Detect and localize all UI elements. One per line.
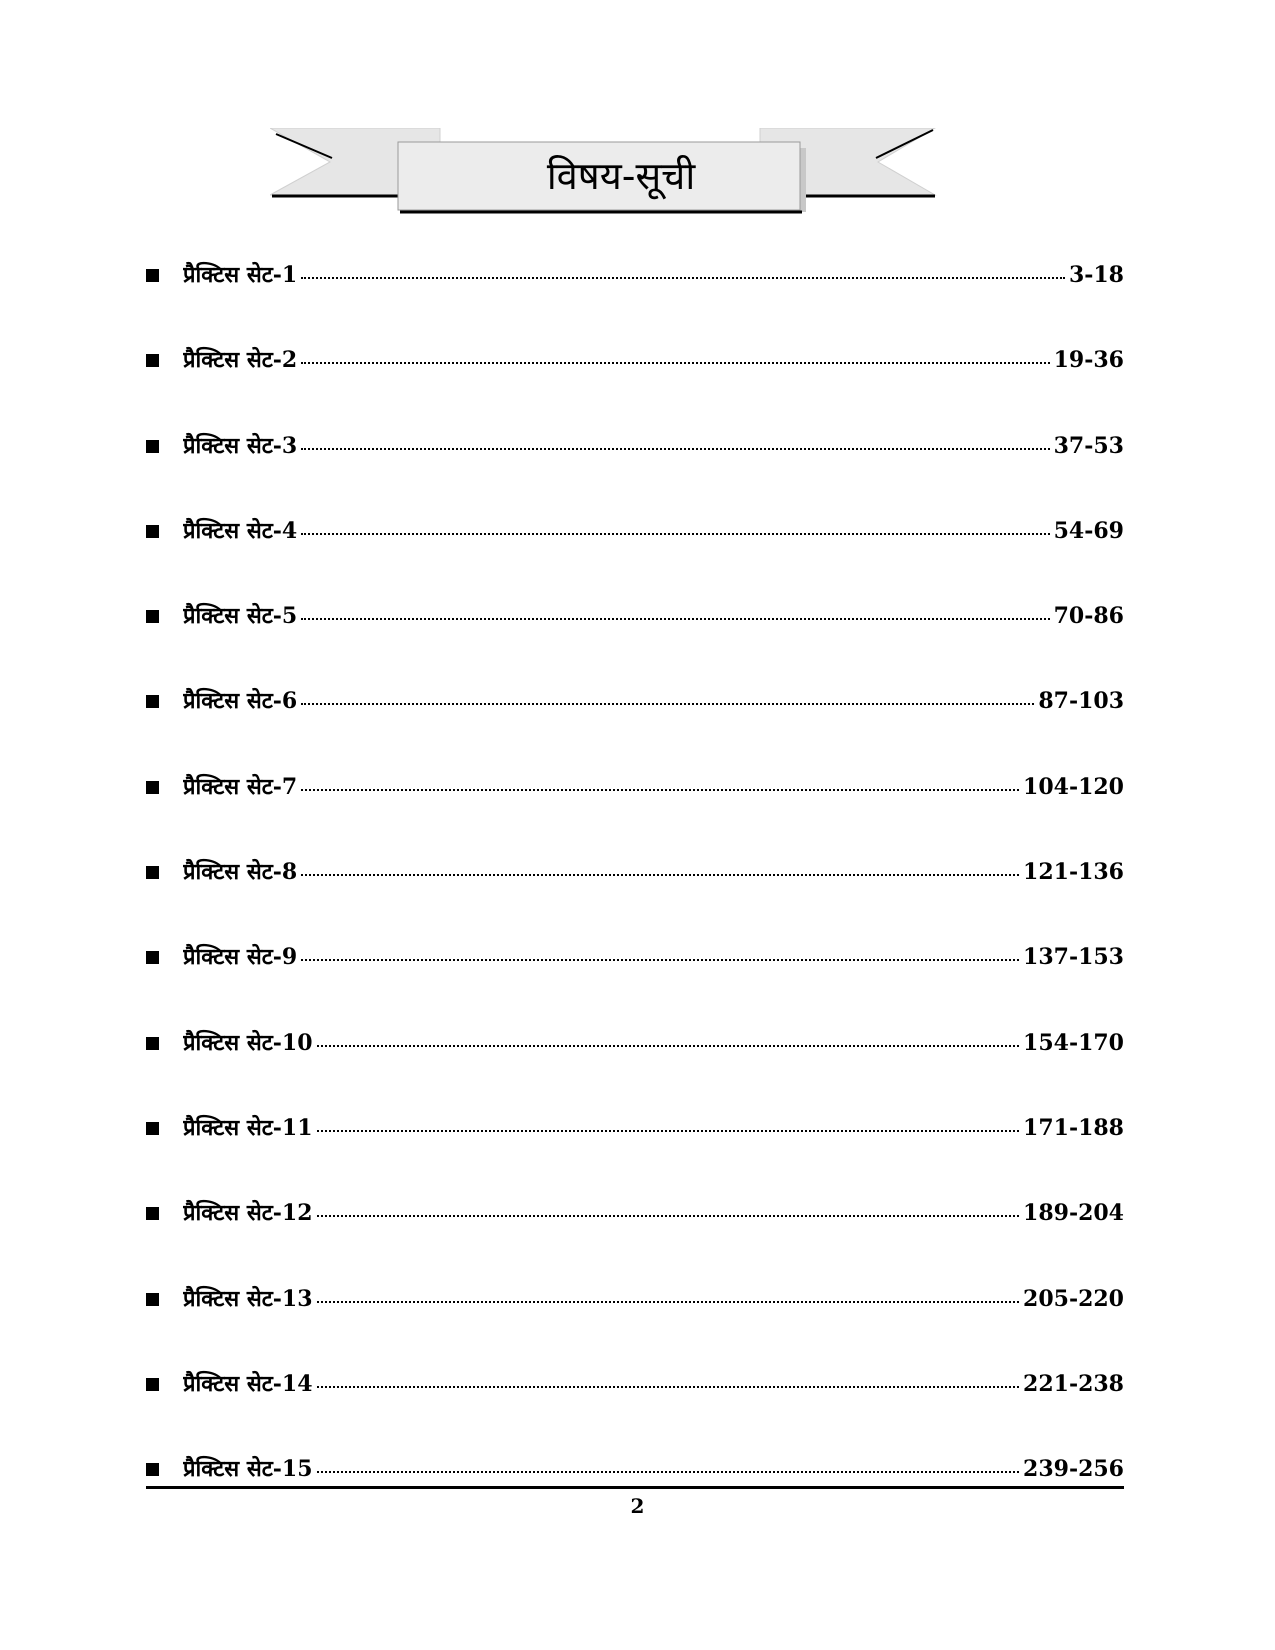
toc-entry-pages: 171-188 bbox=[1023, 1114, 1124, 1141]
toc-entry-line bbox=[183, 770, 1124, 804]
dot-leader bbox=[301, 617, 1049, 620]
toc-entry-line bbox=[183, 1196, 1124, 1230]
dot-leader bbox=[301, 958, 1019, 961]
toc-entry-line bbox=[183, 343, 1124, 377]
toc-entry-label: प्रैक्टिस सेट-14 bbox=[183, 1370, 313, 1397]
toc-entry-line bbox=[183, 258, 1124, 292]
toc-entry-label: प्रैक्टिस सेट-13 bbox=[183, 1285, 313, 1312]
toc-entry[interactable] bbox=[146, 855, 1124, 940]
square-bullet-icon bbox=[146, 1293, 159, 1306]
toc-entry-line bbox=[183, 429, 1124, 463]
dot-leader bbox=[301, 276, 1065, 279]
toc-entry-label: प्रैक्टिस सेट-2 bbox=[183, 347, 298, 374]
toc-entry-pages: 87-103 bbox=[1038, 688, 1124, 715]
toc-entry[interactable] bbox=[146, 343, 1124, 428]
square-bullet-icon bbox=[146, 1122, 159, 1135]
toc-entry-pages: 239-256 bbox=[1023, 1456, 1124, 1483]
dot-leader bbox=[301, 447, 1049, 450]
toc-entry-line bbox=[183, 1111, 1124, 1145]
dot-leader bbox=[301, 702, 1034, 705]
square-bullet-icon bbox=[146, 866, 159, 879]
toc-entry-pages: 70-86 bbox=[1053, 603, 1124, 630]
toc-entry-pages: 221-238 bbox=[1023, 1370, 1124, 1397]
toc-entry-label: प्रैक्टिस सेट-15 bbox=[183, 1456, 313, 1483]
toc-entry-pages: 121-136 bbox=[1023, 859, 1124, 886]
toc-entry[interactable] bbox=[146, 1367, 1124, 1452]
dot-leader bbox=[301, 532, 1049, 535]
title-banner bbox=[270, 128, 990, 228]
toc-entry-label: प्रैक्टिस सेट-8 bbox=[183, 859, 298, 886]
square-bullet-icon bbox=[146, 695, 159, 708]
toc-entry-pages: 205-220 bbox=[1023, 1285, 1124, 1312]
toc-entry-label: प्रैक्टिस सेट-1 bbox=[183, 262, 298, 288]
toc-entry-pages: 3-18 bbox=[1068, 262, 1124, 288]
toc-entry-label: प्रैक्टिस सेट-4 bbox=[183, 517, 298, 544]
toc-entry-label: प्रैक्टिस सेट-11 bbox=[183, 1114, 313, 1141]
square-bullet-icon bbox=[146, 440, 159, 453]
square-bullet-icon bbox=[146, 525, 159, 538]
toc-entry-label: प्रैक्टिस सेट-9 bbox=[183, 944, 298, 971]
square-bullet-icon bbox=[146, 610, 159, 623]
square-bullet-icon bbox=[146, 269, 159, 282]
dot-leader bbox=[317, 1129, 1019, 1132]
toc-entry-line bbox=[183, 1367, 1124, 1401]
toc-entry-line bbox=[183, 940, 1124, 974]
toc-entry-label: प्रैक्टिस सेट-12 bbox=[183, 1200, 313, 1227]
page-number: 2 bbox=[630, 1494, 645, 1518]
toc-entry-pages: 54-69 bbox=[1053, 517, 1124, 544]
toc-entry[interactable] bbox=[146, 1111, 1124, 1196]
toc-entry[interactable] bbox=[146, 1196, 1124, 1281]
toc-entry-pages: 19-36 bbox=[1053, 347, 1124, 374]
dot-leader bbox=[317, 1385, 1019, 1388]
toc-entry[interactable] bbox=[146, 429, 1124, 514]
square-bullet-icon bbox=[146, 951, 159, 964]
toc-entry[interactable] bbox=[146, 770, 1124, 855]
toc-entry-line bbox=[183, 684, 1124, 718]
toc-entry-line bbox=[183, 514, 1124, 548]
toc-entry-pages: 154-170 bbox=[1023, 1029, 1124, 1056]
toc-entry-line bbox=[183, 599, 1124, 633]
square-bullet-icon bbox=[146, 781, 159, 794]
dot-leader bbox=[301, 361, 1049, 364]
toc-entry-pages: 137-153 bbox=[1023, 944, 1124, 971]
toc-entry-label: प्रैक्टिस सेट-10 bbox=[183, 1029, 313, 1056]
toc-entry-line bbox=[183, 855, 1124, 889]
toc-entry[interactable] bbox=[146, 1026, 1124, 1111]
dot-leader bbox=[301, 873, 1019, 876]
toc-entry-line bbox=[183, 1282, 1124, 1316]
toc-entry-label: प्रैक्टिस सेट-3 bbox=[183, 432, 298, 459]
toc-entry-pages: 189-204 bbox=[1023, 1200, 1124, 1227]
dot-leader bbox=[317, 1214, 1019, 1217]
toc-entry-label: प्रैक्टिस सेट-7 bbox=[183, 773, 298, 800]
table-of-contents bbox=[146, 258, 1124, 1537]
square-bullet-icon bbox=[146, 354, 159, 367]
toc-entry-pages: 104-120 bbox=[1023, 773, 1124, 800]
page-title: विषय-सूची bbox=[546, 154, 696, 198]
dot-leader bbox=[301, 788, 1019, 791]
square-bullet-icon bbox=[146, 1463, 159, 1476]
toc-entry[interactable] bbox=[146, 684, 1124, 769]
dot-leader bbox=[317, 1470, 1019, 1473]
square-bullet-icon bbox=[146, 1378, 159, 1391]
toc-entry-label: प्रैक्टिस सेट-5 bbox=[183, 603, 298, 630]
toc-entry[interactable] bbox=[146, 599, 1124, 684]
toc-entry[interactable] bbox=[146, 940, 1124, 1025]
toc-entry-line bbox=[183, 1452, 1124, 1486]
toc-entry[interactable] bbox=[146, 514, 1124, 599]
toc-entry[interactable] bbox=[146, 258, 1124, 343]
square-bullet-icon bbox=[146, 1207, 159, 1220]
square-bullet-icon bbox=[146, 1037, 159, 1050]
dot-leader bbox=[317, 1044, 1019, 1047]
toc-entry-label: प्रैक्टिस सेट-6 bbox=[183, 688, 298, 715]
toc-entry-pages: 37-53 bbox=[1053, 432, 1124, 459]
dot-leader bbox=[317, 1300, 1019, 1303]
footer-divider bbox=[146, 1486, 1124, 1489]
toc-entry-line bbox=[183, 1026, 1124, 1060]
toc-entry[interactable] bbox=[146, 1282, 1124, 1367]
